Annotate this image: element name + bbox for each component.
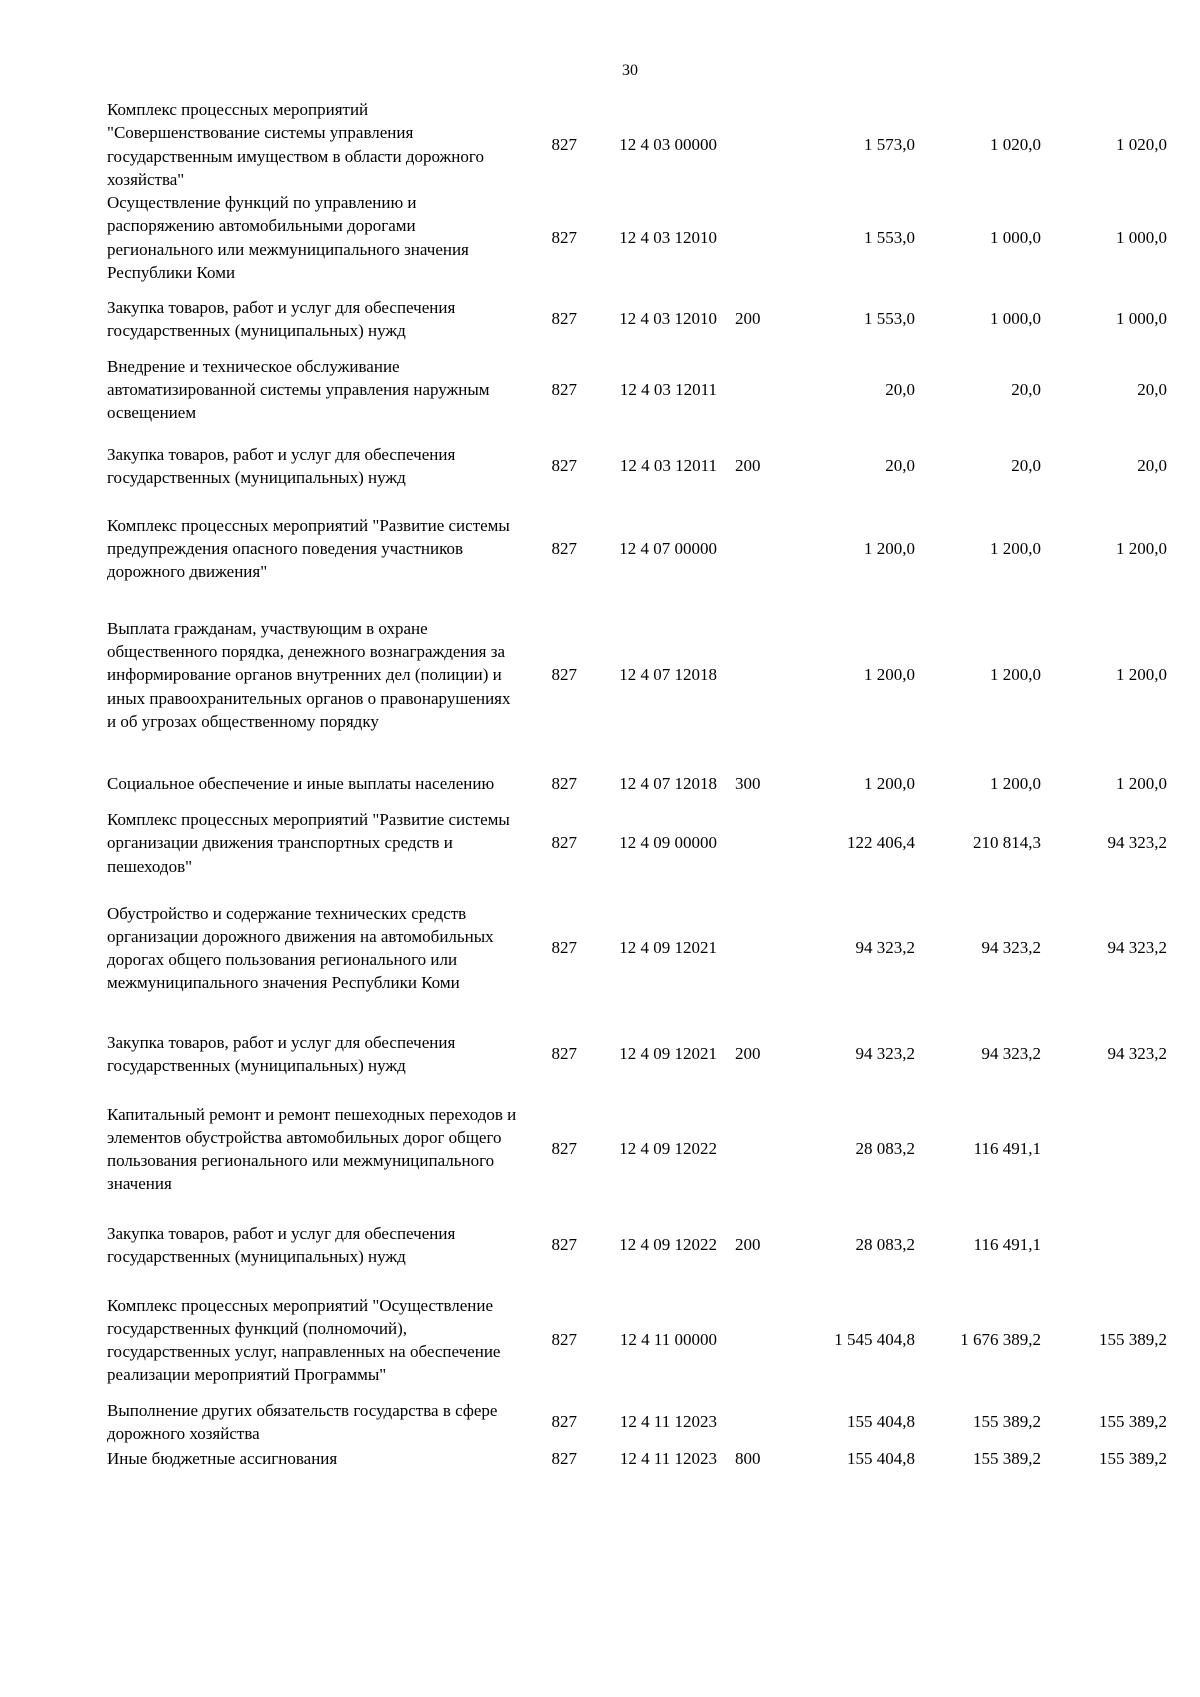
expense-type-code: 300 [735,774,761,794]
target-article-code: 12 4 03 12010 [619,227,717,247]
amount-year-2: 1 020,0 [990,134,1041,154]
amount-year-2: 155 389,2 [973,1412,1041,1432]
table-row [107,808,1167,878]
budget-table [107,98,1167,1472]
row-name: Осуществление функций по управлению и распоряжению автомобильными дорогами регионального или межмуниципального значения Республики Коми [107,193,469,282]
row-name: Закупка товаров, работ и услуг для обеспечения государственных (муниципальных) нужд [107,297,456,340]
amount-year-3 [1041,1090,1167,1208]
expense-type-code [717,98,795,191]
amount-year-1: 94 323,2 [855,938,915,958]
amount-year-3: 1 200,0 [1116,538,1167,558]
amount-year-3: 20,0 [1137,456,1167,476]
target-article-code: 12 4 03 00000 [619,134,717,154]
amount-year-3: 155 389,2 [1099,1412,1167,1432]
amount-year-3: 1 200,0 [1116,665,1167,685]
table-row [107,507,1167,590]
amount-year-2: 94 323,2 [981,938,1041,958]
admin-code: 827 [551,665,577,685]
row-name: Социальное обеспечение и иные выплаты населению [107,774,495,794]
target-article-code: 12 4 07 12018 [619,665,717,685]
amount-year-2: 1 200,0 [990,538,1041,558]
admin-code: 827 [551,134,577,154]
target-article-code: 12 4 09 12022 [619,1235,717,1255]
amount-year-2: 210 814,3 [973,833,1041,853]
amount-year-3: 155 389,2 [1099,1449,1167,1469]
admin-code: 827 [551,833,577,853]
row-name: Комплекс процессных мероприятий "Развитие системы организации движения транспортных средств и пешеходов" [107,810,510,876]
row-name: Комплекс процессных мероприятий "Совершенствование системы управления государственным имуществом в области дорожного хозяйства" [107,100,484,189]
amount-year-2: 20,0 [1011,456,1041,476]
target-article-code: 12 4 09 12021 [619,938,717,958]
table-body [107,98,1167,1472]
target-article-code: 12 4 07 12018 [619,774,717,794]
expense-type-code [717,354,795,425]
target-article-code: 12 4 07 00000 [619,538,717,558]
amount-year-2: 94 323,2 [981,1044,1041,1064]
amount-year-1: 20,0 [885,379,915,399]
row-name: Выполнение других обязательств государства в сфере дорожного хозяйства [107,1400,498,1443]
row-name: Закупка товаров, работ и услуг для обеспечения государственных (муниципальных) нужд [107,1223,456,1266]
table-row [107,1446,1167,1472]
target-article-code: 12 4 09 00000 [619,833,717,853]
expense-type-code: 200 [735,1044,761,1064]
amount-year-2: 1 676 389,2 [960,1330,1041,1350]
amount-year-1: 28 083,2 [855,1235,915,1255]
row-name: Иные бюджетные ассигнования [107,1449,338,1469]
amount-year-3: 94 323,2 [1107,938,1167,958]
table-row [107,1018,1167,1090]
amount-year-1: 155 404,8 [847,1412,915,1432]
amount-year-1: 1 200,0 [864,774,915,794]
table-row [107,878,1167,1018]
expense-type-code: 800 [735,1449,761,1469]
table-row [107,760,1167,808]
page-number: 30 [622,62,638,79]
amount-year-1: 94 323,2 [855,1044,915,1064]
table-row [107,98,1167,191]
amount-year-1: 1 553,0 [864,227,915,247]
admin-code: 827 [551,774,577,794]
table-row [107,1282,1167,1398]
target-article-code: 12 4 03 12011 [619,379,717,399]
row-name: Комплекс процессных мероприятий "Осуществление государственных функций (полномочий), государственных услуг, направленных на обеспечение реализации мероприятий Программы" [107,1295,501,1385]
admin-code: 827 [551,538,577,558]
amount-year-1: 28 083,2 [855,1139,915,1159]
amount-year-1: 155 404,8 [847,1449,915,1469]
amount-year-3: 94 323,2 [1107,1044,1167,1064]
admin-code: 827 [551,309,577,329]
admin-code: 827 [551,1044,577,1064]
amount-year-3 [1041,1208,1167,1282]
row-name: Капитальный ремонт и ремонт пешеходных переходов и элементов обустройства автомобильных дорог общего пользования регионального или межмуниципального значения [107,1104,517,1194]
amount-year-1: 1 553,0 [864,309,915,329]
row-name: Внедрение и техническое обслуживание автоматизированной системы управления наружным освещением [107,356,490,423]
expense-type-code [717,1282,795,1398]
amount-year-2: 1 000,0 [990,309,1041,329]
admin-code: 827 [551,1139,577,1159]
table-row [107,284,1167,354]
amount-year-2: 116 491,1 [973,1235,1041,1255]
admin-code: 827 [551,938,577,958]
admin-code: 827 [551,379,577,399]
table-row [107,425,1167,507]
amount-year-2: 20,0 [1011,379,1041,399]
row-name: Обустройство и содержание технических средств организации дорожного движения на автомобильных дорогах общего пользования регионального или межмуниципального значения Республики Коми [107,903,494,993]
table-row [107,590,1167,760]
amount-year-3: 20,0 [1137,379,1167,399]
amount-year-3: 1 020,0 [1116,134,1167,154]
admin-code: 827 [551,456,577,476]
admin-code: 827 [551,1330,577,1350]
target-article-code: 12 4 03 12011 [619,456,717,476]
amount-year-3: 1 200,0 [1116,774,1167,794]
target-article-code: 12 4 09 12022 [619,1139,717,1159]
target-article-code: 12 4 11 12023 [619,1412,717,1432]
amount-year-1: 1 573,0 [864,134,915,154]
expense-type-code: 200 [735,309,761,329]
row-name: Закупка товаров, работ и услуг для обеспечения государственных (муниципальных) нужд [107,1032,456,1075]
table-row [107,1208,1167,1282]
target-article-code: 12 4 03 12010 [619,309,717,329]
amount-year-1: 20,0 [885,456,915,476]
expense-type-code [717,507,795,590]
admin-code: 827 [551,1449,577,1469]
admin-code: 827 [551,227,577,247]
target-article-code: 12 4 09 12021 [619,1044,717,1064]
amount-year-3: 94 323,2 [1107,833,1167,853]
table-row [107,1090,1167,1208]
amount-year-3: 1 000,0 [1116,309,1167,329]
amount-year-2: 155 389,2 [973,1449,1041,1469]
amount-year-3: 155 389,2 [1099,1330,1167,1350]
amount-year-2: 116 491,1 [973,1139,1041,1159]
admin-code: 827 [551,1235,577,1255]
row-name: Закупка товаров, работ и услуг для обеспечения государственных (муниципальных) нужд [107,444,456,487]
target-article-code: 12 4 11 00000 [619,1330,717,1350]
expense-type-code [717,191,795,284]
row-name: Комплекс процессных мероприятий "Развитие системы предупреждения опасного поведения участников дорожного движения" [107,515,510,582]
expense-type-code [717,1398,795,1446]
expense-type-code: 200 [735,1235,761,1255]
table-row [107,354,1167,425]
amount-year-1: 1 200,0 [864,538,915,558]
expense-type-code: 200 [735,456,761,476]
amount-year-2: 1 200,0 [990,665,1041,685]
amount-year-1: 1 545 404,8 [834,1330,915,1350]
amount-year-2: 1 200,0 [990,774,1041,794]
expense-type-code [717,808,795,878]
expense-type-code [717,1090,795,1208]
amount-year-2: 1 000,0 [990,227,1041,247]
expense-type-code [717,878,795,1018]
table-row [107,191,1167,284]
amount-year-1: 122 406,4 [847,833,915,853]
target-article-code: 12 4 11 12023 [619,1449,717,1469]
amount-year-1: 1 200,0 [864,665,915,685]
admin-code: 827 [551,1412,577,1432]
amount-year-3: 1 000,0 [1116,227,1167,247]
expense-type-code [717,590,795,760]
row-name: Выплата гражданам, участвующим в охране общественного порядка, денежного вознаграждения за информирование органов внутренних дел (полиции) и иных правоохранительных органов о правонарушениях и об угрозах общественному порядку [107,618,511,731]
table-row [107,1398,1167,1446]
